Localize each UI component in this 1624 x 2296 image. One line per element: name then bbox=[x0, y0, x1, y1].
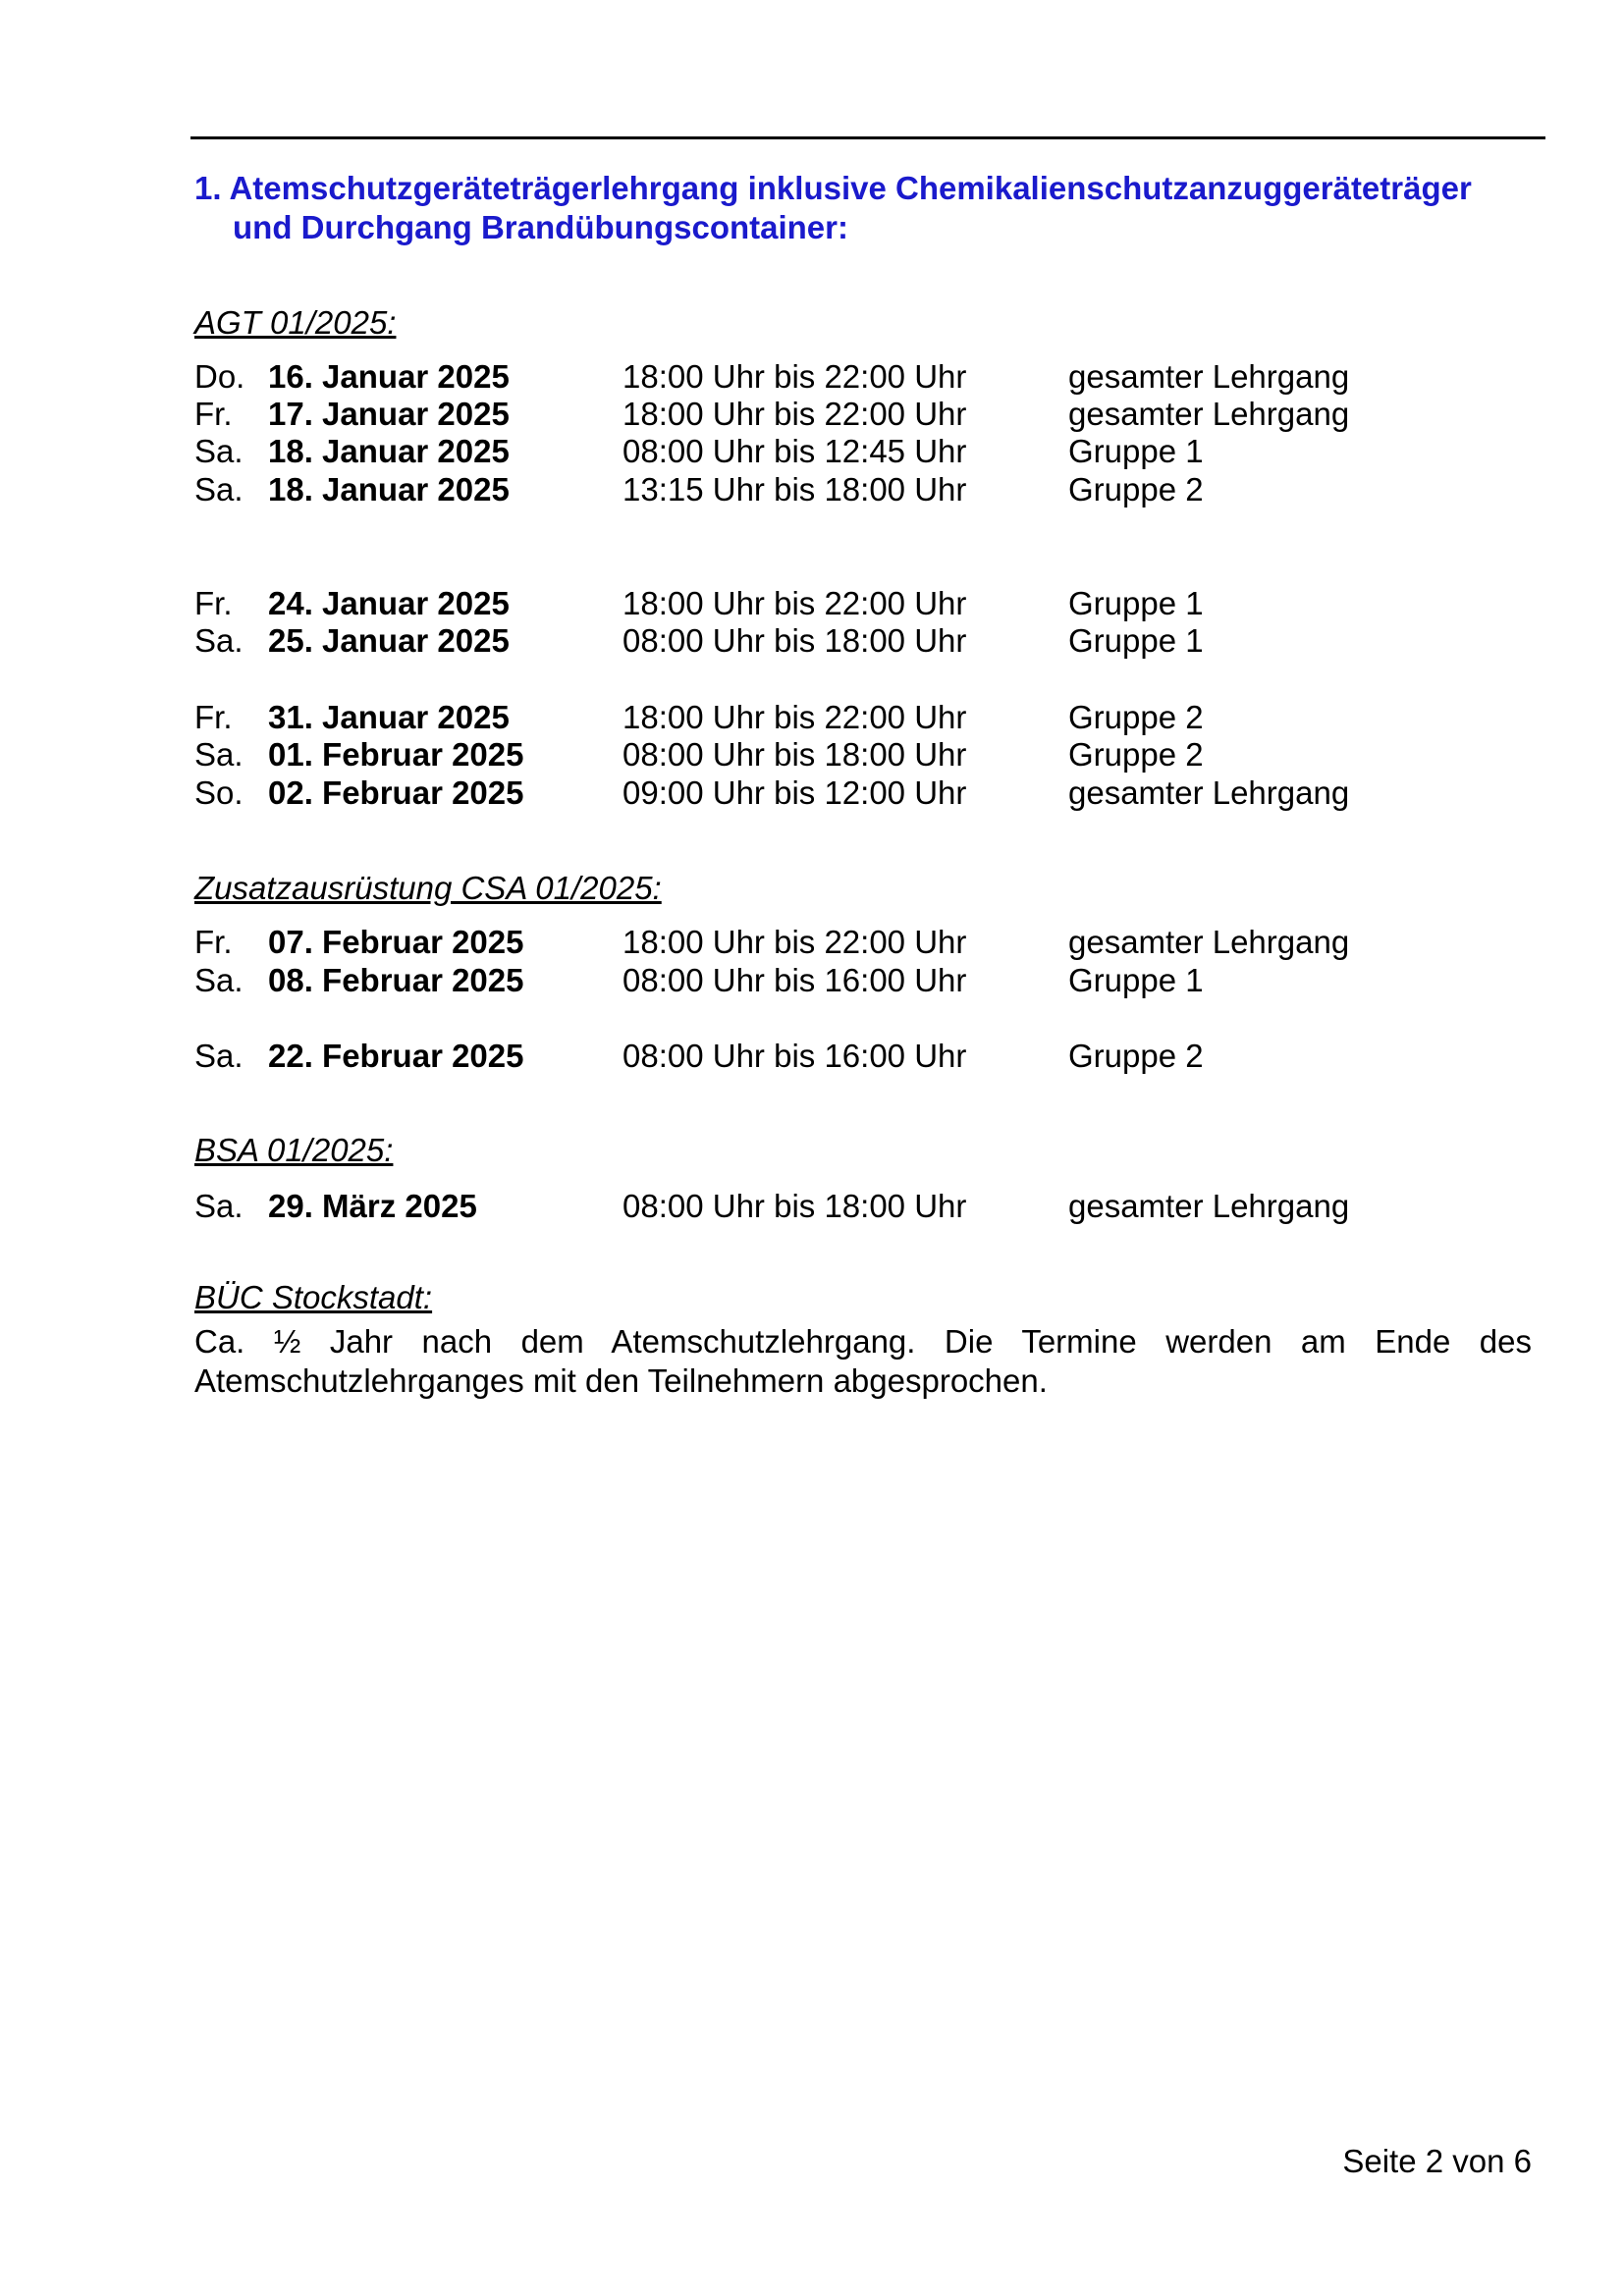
subsection-title-agt: AGT 01/2025: bbox=[194, 304, 397, 341]
row-time: 13:15 Uhr bis 18:00 Uhr bbox=[623, 471, 967, 507]
row-time: 08:00 Uhr bis 12:45 Uhr bbox=[623, 433, 967, 469]
row-group: Gruppe 2 bbox=[1068, 1038, 1204, 1074]
row-date: 25. Januar 2025 bbox=[268, 622, 510, 659]
row-weekday: Sa. bbox=[194, 1038, 244, 1074]
row-weekday: Do. bbox=[194, 358, 245, 395]
row-date: 01. Februar 2025 bbox=[268, 736, 524, 773]
row-date: 07. Februar 2025 bbox=[268, 924, 524, 960]
buec-description: Ca. ½ Jahr nach dem Atemschutzlehrgang. Die Termine werden am Ende des Atemschutzlehrganges mit den Teilnehmern abgesprochen. bbox=[194, 1323, 1532, 1399]
subsection-title-buec: BÜC Stockstadt: bbox=[194, 1279, 433, 1315]
row-date: 24. Januar 2025 bbox=[268, 585, 510, 621]
header-rule bbox=[190, 136, 1545, 139]
row-time: 18:00 Uhr bis 22:00 Uhr bbox=[623, 585, 967, 621]
row-weekday: Sa. bbox=[194, 736, 244, 773]
row-date: 08. Februar 2025 bbox=[268, 962, 524, 998]
row-group: gesamter Lehrgang bbox=[1068, 774, 1350, 811]
schedule-row bbox=[0, 774, 1624, 813]
row-weekday: Sa. bbox=[194, 433, 244, 469]
row-date: 02. Februar 2025 bbox=[268, 774, 524, 811]
row-weekday: Fr. bbox=[194, 396, 233, 432]
schedule-row bbox=[0, 432, 1624, 471]
row-date: 18. Januar 2025 bbox=[268, 471, 510, 507]
schedule-row bbox=[0, 1037, 1624, 1076]
row-date: 17. Januar 2025 bbox=[268, 396, 510, 432]
heading-line-1: 1. Atemschutzgeräteträgerlehrgang inklusive Chemikalienschutzanzuggeräteträger bbox=[194, 170, 1472, 206]
row-weekday: Sa. bbox=[194, 1188, 244, 1224]
row-time: 18:00 Uhr bis 22:00 Uhr bbox=[623, 699, 967, 735]
row-time: 08:00 Uhr bis 18:00 Uhr bbox=[623, 1188, 967, 1224]
row-group: Gruppe 1 bbox=[1068, 433, 1204, 469]
row-date: 18. Januar 2025 bbox=[268, 433, 510, 469]
row-group: gesamter Lehrgang bbox=[1068, 358, 1350, 395]
row-group: Gruppe 1 bbox=[1068, 962, 1204, 998]
row-group: Gruppe 1 bbox=[1068, 622, 1204, 659]
schedule-row bbox=[0, 584, 1624, 623]
schedule-row bbox=[0, 621, 1624, 661]
row-group: Gruppe 2 bbox=[1068, 699, 1204, 735]
row-weekday: Fr. bbox=[194, 924, 233, 960]
row-time: 08:00 Uhr bis 18:00 Uhr bbox=[623, 622, 967, 659]
subsection-title-csa: Zusatzausrüstung CSA 01/2025: bbox=[194, 870, 662, 906]
row-group: Gruppe 2 bbox=[1068, 471, 1204, 507]
row-time: 08:00 Uhr bis 16:00 Uhr bbox=[623, 1038, 967, 1074]
schedule-row bbox=[0, 961, 1624, 1000]
heading-line-2: und Durchgang Brandübungscontainer: bbox=[233, 209, 848, 245]
row-time: 08:00 Uhr bis 18:00 Uhr bbox=[623, 736, 967, 773]
row-weekday: Fr. bbox=[194, 585, 233, 621]
schedule-row bbox=[0, 1187, 1624, 1226]
schedule-row bbox=[0, 357, 1624, 397]
row-group: Gruppe 2 bbox=[1068, 736, 1204, 773]
section-heading bbox=[194, 169, 1569, 247]
row-date: 29. März 2025 bbox=[268, 1188, 477, 1224]
row-weekday: Sa. bbox=[194, 471, 244, 507]
row-time: 18:00 Uhr bis 22:00 Uhr bbox=[623, 924, 967, 960]
schedule-row bbox=[0, 923, 1624, 962]
schedule-row bbox=[0, 395, 1624, 434]
row-date: 22. Februar 2025 bbox=[268, 1038, 524, 1074]
row-time: 18:00 Uhr bis 22:00 Uhr bbox=[623, 396, 967, 432]
row-date: 16. Januar 2025 bbox=[268, 358, 510, 395]
subsection-title-bsa: BSA 01/2025: bbox=[194, 1132, 394, 1168]
row-weekday: Sa. bbox=[194, 622, 244, 659]
row-group: gesamter Lehrgang bbox=[1068, 924, 1350, 960]
row-group: gesamter Lehrgang bbox=[1068, 1188, 1350, 1224]
row-weekday: Fr. bbox=[194, 699, 233, 735]
row-time: 09:00 Uhr bis 12:00 Uhr bbox=[623, 774, 967, 811]
schedule-row bbox=[0, 698, 1624, 737]
schedule-row bbox=[0, 470, 1624, 509]
row-time: 18:00 Uhr bis 22:00 Uhr bbox=[623, 358, 967, 395]
row-group: gesamter Lehrgang bbox=[1068, 396, 1350, 432]
page-number: Seite 2 von 6 bbox=[1342, 2143, 1532, 2179]
row-weekday: Sa. bbox=[194, 962, 244, 998]
row-date: 31. Januar 2025 bbox=[268, 699, 510, 735]
row-time: 08:00 Uhr bis 16:00 Uhr bbox=[623, 962, 967, 998]
row-group: Gruppe 1 bbox=[1068, 585, 1204, 621]
schedule-row bbox=[0, 735, 1624, 774]
row-weekday: So. bbox=[194, 774, 244, 811]
